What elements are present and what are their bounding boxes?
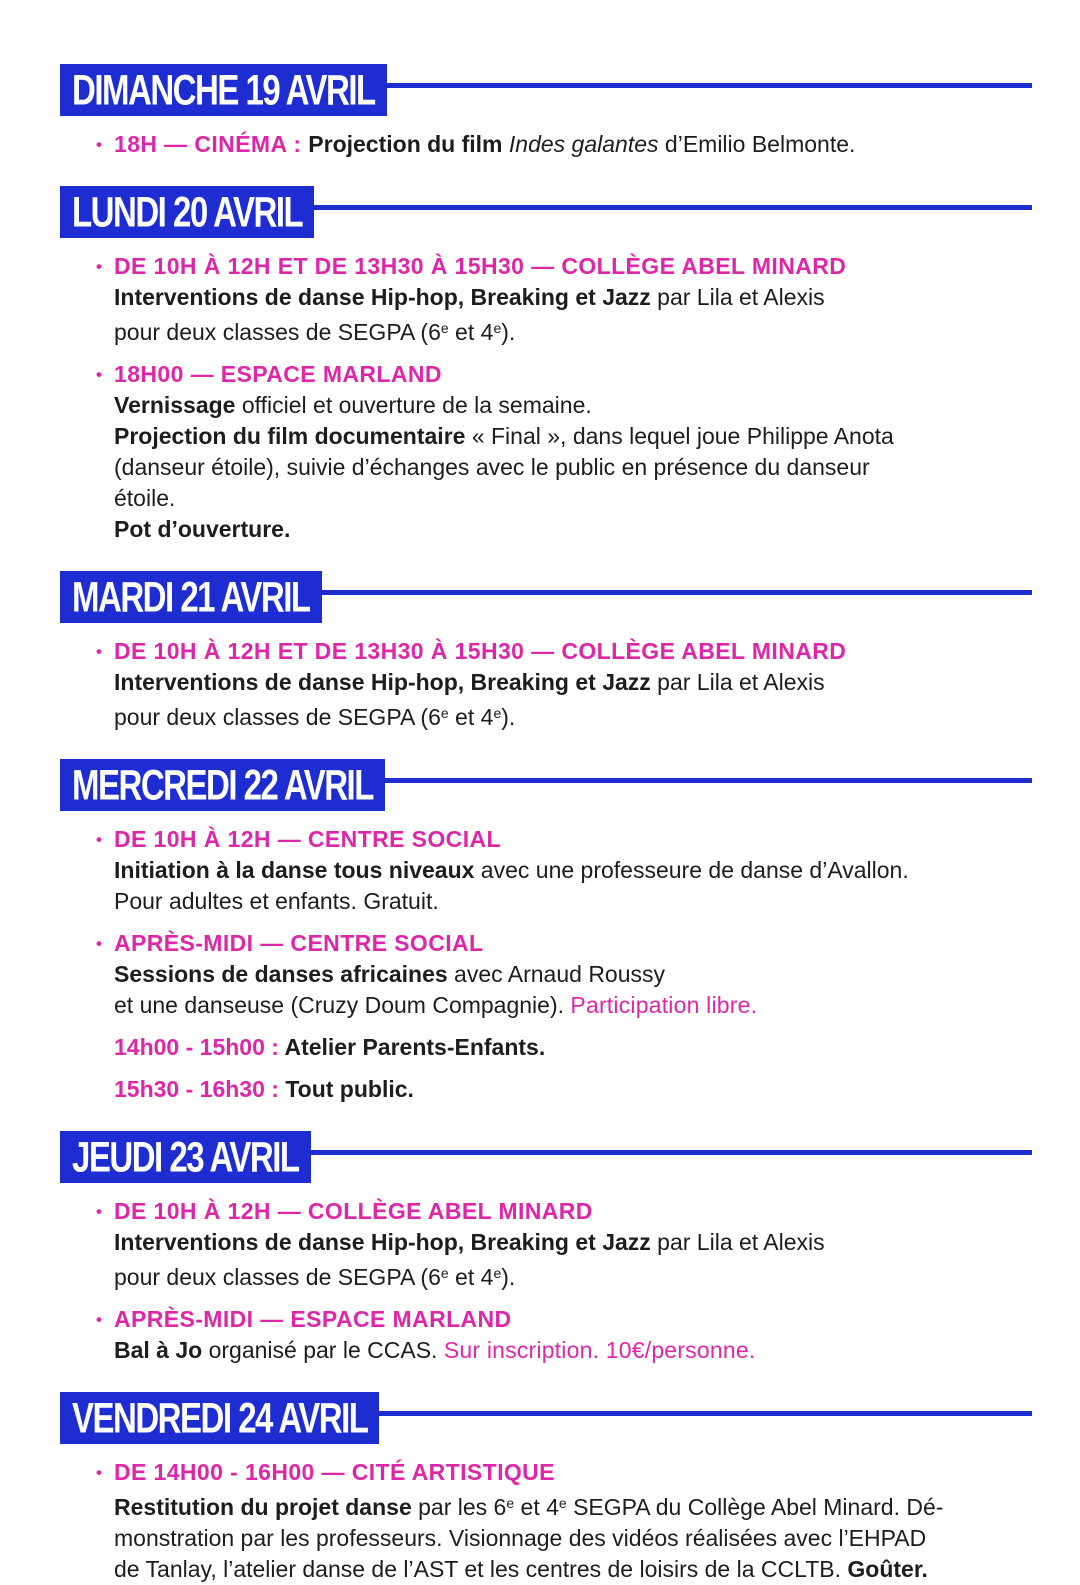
- event-line: [60, 1457, 1032, 1488]
- text-segment: et 4: [448, 704, 494, 730]
- text-segment: pour deux classes de SEGPA (6: [114, 1264, 441, 1290]
- text-segment: APRÈS-MIDI — ESPACE MARLAND: [114, 1306, 512, 1332]
- day-section: [60, 1392, 1032, 1585]
- text-segment: e: [493, 705, 502, 721]
- text-segment: 15h30 - 16h30 :: [114, 1076, 286, 1102]
- text-segment: ).: [501, 1264, 516, 1290]
- text-segment: APRÈS-MIDI — CENTRE SOCIAL: [114, 930, 484, 956]
- text-segment: Interventions de danse Hip-hop, Breaking et Jazz: [114, 1229, 651, 1255]
- bullet-marker: •: [96, 135, 102, 154]
- day-header-rule: [387, 83, 1032, 88]
- day-header-rule: [311, 1150, 1032, 1155]
- bullet-marker: •: [96, 642, 102, 661]
- day-header-rule: [385, 778, 1032, 783]
- day-title: MARDI 21 AVRIL: [72, 572, 310, 621]
- text-segment: Indes galantes: [508, 131, 659, 157]
- event: [60, 359, 1032, 545]
- bullet-marker: •: [96, 934, 102, 953]
- text-segment: Vernissage: [114, 392, 236, 418]
- bullet-marker: •: [96, 1463, 102, 1482]
- text-segment: pour deux classes de SEGPA (6: [114, 704, 441, 730]
- bullet-marker: •: [96, 365, 102, 384]
- event: [60, 928, 1032, 1021]
- text-segment: ).: [501, 319, 516, 345]
- day-section: [60, 1131, 1032, 1366]
- event: [60, 636, 1032, 733]
- event-line: [60, 1304, 1032, 1335]
- text-segment: pour deux classes de SEGPA (6: [114, 319, 441, 345]
- event-line: [60, 282, 1032, 313]
- text-segment: avec Arnaud Roussy: [447, 961, 666, 987]
- text-segment: e: [558, 1495, 567, 1511]
- event-line: [60, 1488, 1032, 1523]
- event-line: [60, 886, 1032, 917]
- text-segment: par les 6: [411, 1494, 507, 1520]
- text-segment: « Final », dans lequel joue Philippe Anota: [465, 423, 894, 449]
- text-segment: organisé par le CCAS.: [202, 1337, 444, 1363]
- day-header: [60, 186, 1032, 238]
- text-segment: DE 10H À 12H — CENTRE SOCIAL: [114, 826, 501, 852]
- event-line: [60, 1032, 1032, 1063]
- text-segment: 18H — CINÉMA :: [114, 131, 309, 157]
- text-segment: e: [493, 320, 502, 336]
- text-segment: monstration par les professeurs. Visionnage des vidéos réalisées avec l’EHPAD: [114, 1525, 927, 1551]
- text-segment: Sessions de danses africaines: [114, 961, 448, 987]
- event-line: [60, 990, 1032, 1021]
- event-line: [60, 359, 1032, 390]
- day-header: [60, 571, 1032, 623]
- text-segment: Bal à Jo: [114, 1337, 203, 1363]
- event: [60, 824, 1032, 917]
- event: [60, 1196, 1032, 1293]
- day-section: [60, 186, 1032, 545]
- text-segment: Initiation à la danse tous niveaux: [114, 857, 475, 883]
- text-segment: 14h00 - 15h00 :: [114, 1034, 285, 1060]
- bullet-marker: •: [96, 257, 102, 276]
- day-badge: [60, 186, 314, 238]
- text-segment: DE 10H À 12H ET DE 13H30 À 15H30 — COLLÈGE ABEL MINARD: [114, 253, 847, 279]
- event-line: [60, 959, 1032, 990]
- text-segment: Atelier Parents-Enfants.: [284, 1034, 546, 1060]
- event: [60, 1457, 1032, 1585]
- day-badge: [60, 759, 385, 811]
- text-segment: étoile.: [114, 485, 176, 511]
- text-segment: Goûter.: [847, 1556, 928, 1582]
- event-line: [60, 1227, 1032, 1258]
- event: [60, 1304, 1032, 1366]
- text-segment: e: [506, 1495, 515, 1511]
- event-line: [60, 390, 1032, 421]
- bullet-marker: •: [96, 830, 102, 849]
- text-segment: 18H00 — ESPACE MARLAND: [114, 361, 442, 387]
- day-title: JEUDI 23 AVRIL: [72, 1132, 299, 1181]
- event-line: [60, 1074, 1032, 1105]
- text-segment: Pour adultes et enfants. Gratuit.: [114, 888, 439, 914]
- event-line: [60, 928, 1032, 959]
- text-segment: avec une professeure de danse d’Avallon.: [474, 857, 909, 883]
- event-line: [60, 1258, 1032, 1293]
- text-segment: Projection du film documentaire: [114, 423, 466, 449]
- event-line: [60, 636, 1032, 667]
- text-segment: Pot d’ouverture.: [114, 516, 291, 542]
- text-segment: Interventions de danse Hip-hop, Breaking et Jazz: [114, 669, 651, 695]
- text-segment: Participation libre.: [570, 992, 758, 1018]
- day-header: [60, 1131, 1032, 1183]
- day-section: [60, 64, 1032, 160]
- day-section: [60, 571, 1032, 733]
- event-line: [60, 1554, 1032, 1585]
- event-line: [60, 824, 1032, 855]
- day-header: [60, 1392, 1032, 1444]
- text-segment: par Lila et Alexis: [650, 1229, 825, 1255]
- bullet-marker: •: [96, 1202, 102, 1221]
- text-segment: Projection du film: [308, 131, 509, 157]
- day-header-rule: [379, 1411, 1032, 1416]
- text-segment: DE 14H00 - 16H00 — CITÉ ARTISTIQUE: [114, 1459, 555, 1485]
- event: [60, 1074, 1032, 1105]
- day-title: LUNDI 20 AVRIL: [72, 187, 303, 236]
- text-segment: et une danseuse (Cruzy Doum Compagnie).: [114, 992, 571, 1018]
- text-segment: et 4: [514, 1494, 559, 1520]
- day-section: [60, 759, 1032, 1105]
- event-line: [60, 514, 1032, 545]
- text-segment: d’Emilio Belmonte.: [658, 131, 856, 157]
- event-line: [60, 251, 1032, 282]
- event-line: [60, 421, 1032, 452]
- event-line: [60, 698, 1032, 733]
- text-segment: e: [440, 1265, 449, 1281]
- text-segment: Tout public.: [285, 1076, 414, 1102]
- text-segment: par Lila et Alexis: [650, 284, 825, 310]
- day-header: [60, 64, 1032, 116]
- bullet-marker: •: [96, 1310, 102, 1329]
- event-line: [60, 452, 1032, 483]
- event-line: [60, 855, 1032, 886]
- day-header: [60, 759, 1032, 811]
- text-segment: ).: [501, 704, 516, 730]
- text-segment: et 4: [448, 319, 494, 345]
- day-title: VENDREDI 24 AVRIL: [72, 1393, 368, 1442]
- day-badge: [60, 1131, 311, 1183]
- text-segment: par Lila et Alexis: [650, 669, 825, 695]
- text-segment: Restitution du projet danse: [114, 1494, 412, 1520]
- day-badge: [60, 1392, 379, 1444]
- text-segment: officiel et ouverture de la semaine.: [235, 392, 592, 418]
- text-segment: e: [440, 320, 449, 336]
- event-line: [60, 313, 1032, 348]
- day-title: DIMANCHE 19 AVRIL: [72, 65, 375, 114]
- day-title: MERCREDI 22 AVRIL: [72, 760, 373, 809]
- text-segment: e: [440, 705, 449, 721]
- day-header-rule: [322, 590, 1032, 595]
- text-segment: SEGPA du Collège Abel Minard. Dé-: [566, 1494, 944, 1520]
- event-line: [60, 1335, 1032, 1366]
- event-line: [60, 667, 1032, 698]
- day-badge: [60, 64, 387, 116]
- event-line: [60, 483, 1032, 514]
- text-segment: e: [493, 1265, 502, 1281]
- day-header-rule: [314, 205, 1032, 210]
- event: [60, 251, 1032, 348]
- event-line: [60, 1196, 1032, 1227]
- event-line: [60, 1523, 1032, 1554]
- text-segment: et 4: [448, 1264, 494, 1290]
- event-line: [60, 129, 1032, 160]
- text-segment: Sur inscription. 10€/personne.: [443, 1337, 756, 1363]
- text-segment: Interventions de danse Hip-hop, Breaking et Jazz: [114, 284, 651, 310]
- text-segment: de Tanlay, l’atelier danse de l’AST et les centres de loisirs de la CCLTB.: [114, 1556, 848, 1582]
- text-segment: DE 10H À 12H ET DE 13H30 À 15H30 — COLLÈGE ABEL MINARD: [114, 638, 847, 664]
- event: [60, 1032, 1032, 1063]
- text-segment: (danseur étoile), suivie d’échanges avec le public en présence du danseur: [114, 454, 870, 480]
- day-badge: [60, 571, 322, 623]
- text-segment: DE 10H À 12H — COLLÈGE ABEL MINARD: [114, 1198, 593, 1224]
- event: [60, 129, 1032, 160]
